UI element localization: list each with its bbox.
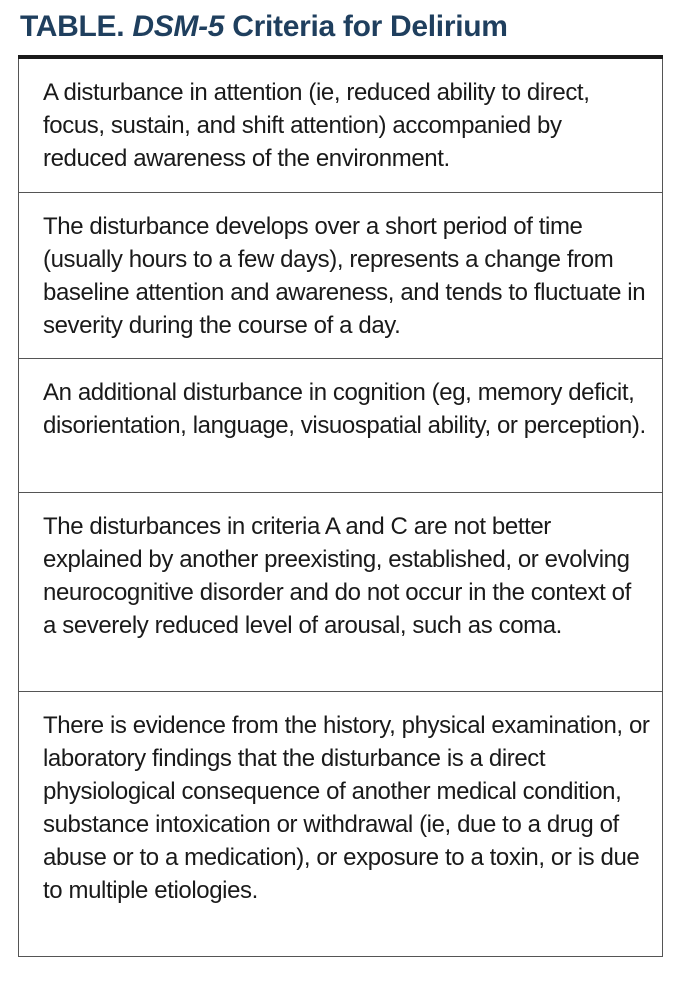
criterion-d-row: The disturbances in criteria A and C are not better explained by another preexisting, established, or evolving neurocognitive disorder and do not occur in the context of a severely reduced level of arousal, such as coma.	[19, 492, 662, 691]
criterion-b-row: The disturbance develops over a short period of time (usually hours to a few days), represents a change from baseline attention and awareness, and tends to fluctuate in severity during the course of a day.	[19, 192, 662, 358]
table-title	[20, 10, 508, 44]
criteria-table	[18, 59, 663, 957]
criterion-a-row: A disturbance in attention (ie, reduced ability to direct, focus, sustain, and shift attention) accompanied by reduced awareness of the environment.	[43, 79, 590, 172]
title-dsm: DSM-5	[132, 10, 225, 43]
criterion-c-row: An additional disturbance in cognition (eg, memory deficit, disorientation, language, visuospatial ability, or perception).	[19, 358, 662, 492]
title-prefix: TABLE.	[20, 10, 133, 43]
criterion-e-row: There is evidence from the history, physical examination, or laboratory findings that the disturbance is a direct physiological consequence of another medical condition, substance intoxication or withdrawal (ie, due to a drug of abuse or to a medication), or exposure to a toxin, or is due to multiple etiologies.	[19, 691, 662, 956]
title-suffix: Criteria for Delirium	[224, 10, 508, 43]
